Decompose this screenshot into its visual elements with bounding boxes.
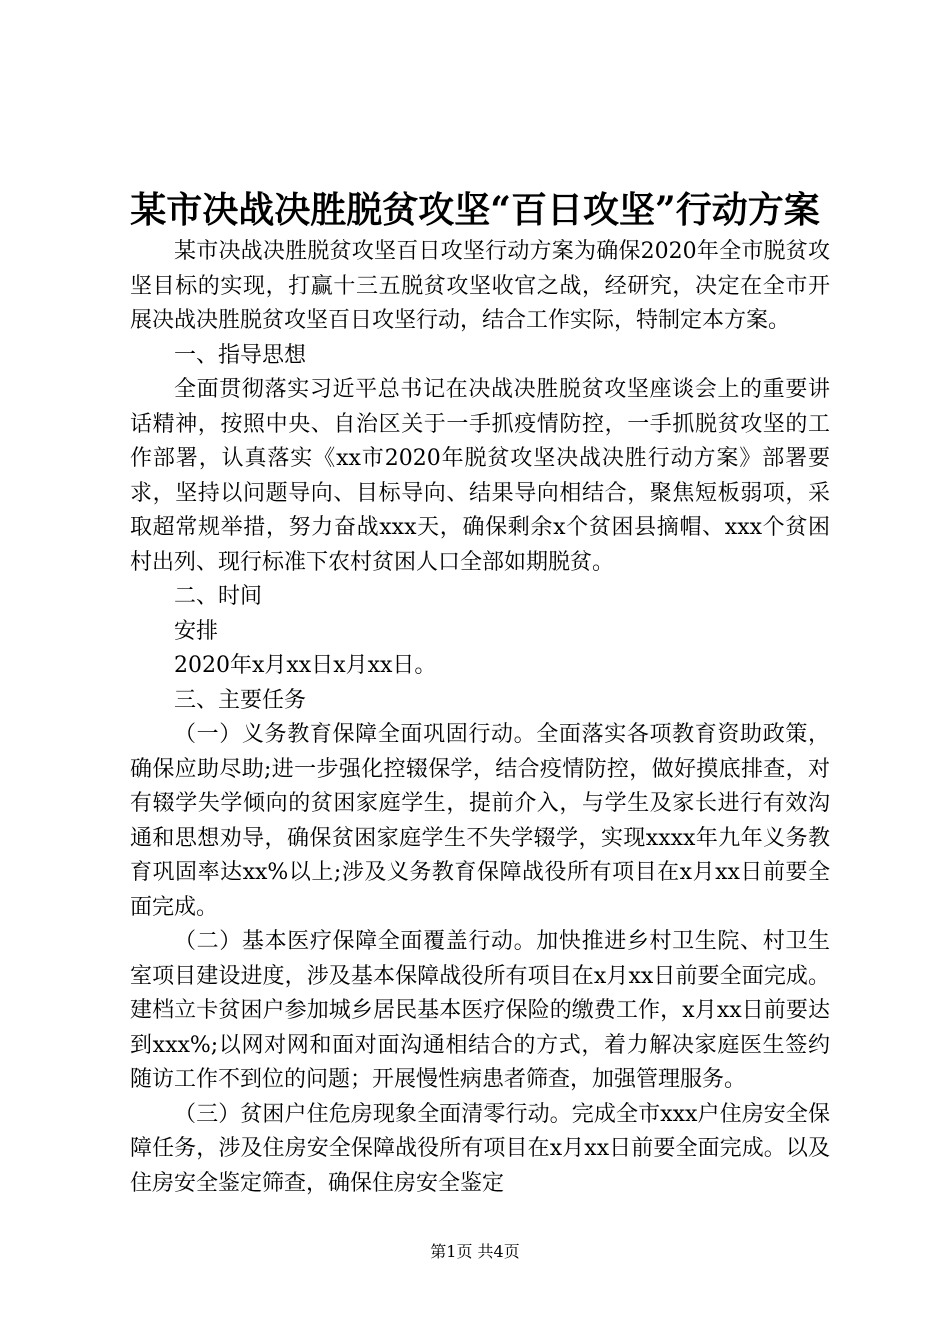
guiding-ideology-paragraph: 全面贯彻落实习近平总书记在决战决胜脱贫攻坚座谈会上的重要讲话精神，按照中央、自治区关于一手抓疫情防控，一手抓脱贫攻坚的工作部署，认真落实《xx市2020年脱贫攻坚决战决胜行动方案》部署要求，坚持以问题导向、目标导向、结果导向相结合，聚焦短板弱项，采取超常规举措，努力奋战xxx天，确保剩余x个贫困县摘帽、xxx个贫困村出列、现行标准下农村贫困人口全部如期脱贫。	[130, 377, 830, 575]
time-range-paragraph: 2020年x月xx日x月xx日。	[174, 653, 437, 678]
task-medical-paragraph: （二）基本医疗保障全面覆盖行动。加快推进乡村卫生院、村卫生室项目建设进度，涉及基本保障战役所有项目在x月xx日前要全面完成。建档立卡贫困户参加城乡居民基本医疗保险的缴费工作，x月xx日前要达到xxx%;以网对网和面对面沟通相结合的方式，着力解决家庭医生签约随访工作不到位的问题；开展慢性病患者筛查，加强管理服务。	[130, 929, 830, 1092]
section-heading-main-tasks: 三、主要任务	[174, 687, 307, 713]
task-housing-paragraph: （三）贫困户住危房现象全面清零行动。完成全市xxx户住房安全保障任务，涉及住房安全保障战役所有项目在x月xx日前要全面完成。以及住房安全鉴定筛查，确保住房安全鉴定	[130, 1101, 830, 1196]
document-title: 某市决战决胜脱贫攻坚“百日攻坚”行动方案	[130, 189, 820, 231]
section-heading-time: 二、时间	[174, 584, 263, 609]
time-arrangement-label: 安排	[174, 618, 219, 644]
section-heading-guiding-ideology: 一、指导思想	[174, 342, 307, 368]
intro-paragraph: 某市决战决胜脱贫攻坚百日攻坚行动方案为确保2020年全市脱贫攻坚目标的实现，打赢十三五脱贫攻坚收官之战，经研究，决定在全市开展决战决胜脱贫攻坚百日攻坚行动，结合工作实际，特制定本方案。	[130, 239, 830, 333]
document-body	[130, 235, 830, 1201]
page-number-footer: 第1页 共4页	[430, 1242, 520, 1261]
task-education-paragraph: （一）义务教育保障全面巩固行动。全面落实各项教育资助政策，确保应助尽助;进一步强化控辍保学，结合疫情防控，做好摸底排查，对有辍学失学倾向的贫困家庭学生，提前介入，与学生及家长进行有效沟通和思想劝导，确保贫困家庭学生不失学辍学，实现xxxx年九年义务教育巩固率达xx%以上;涉及义务教育保障战役所有项目在x月xx日前要全面完成。	[130, 722, 830, 920]
